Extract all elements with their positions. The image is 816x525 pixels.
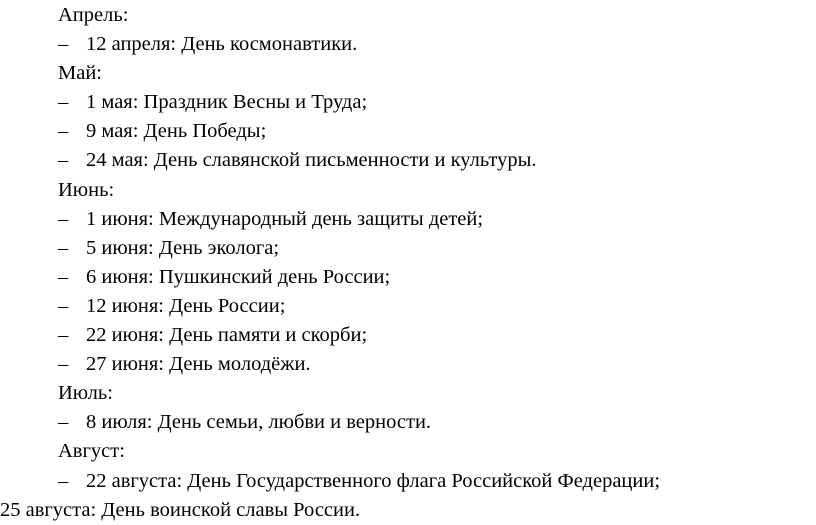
list-dash-bullet: – [58,353,69,376]
list-dash-bullet: – [58,236,69,259]
month-heading [0,437,816,466]
holiday-list-item [0,117,816,146]
holiday-list-item [0,88,816,117]
list-dash-bullet: – [58,469,69,492]
holiday-list-item [0,350,816,379]
holiday-list-document [0,1,816,525]
holiday-text: 22 августа: День Государственного флага Российской Федерации; [86,469,661,492]
holiday-list-item [0,321,816,350]
list-dash-bullet: – [58,207,69,230]
holiday-text: 1 мая: Праздник Весны и Труда; [86,91,368,114]
holiday-list-item [0,408,816,437]
month-heading-text: Июнь: [58,178,115,201]
holiday-list-item [0,205,816,234]
holiday-text: 1 июня: Международный день защиты детей; [86,207,484,230]
list-dash-bullet: – [58,33,69,56]
list-dash-bullet: – [58,120,69,143]
list-dash-bullet: – [58,294,69,317]
holiday-text: 9 мая: День Победы; [86,120,267,143]
month-heading [0,1,816,30]
month-heading-text: Май: [58,62,102,85]
month-heading-text: Июль: [58,382,113,405]
holiday-text: 22 июня: День памяти и скорби; [86,324,368,347]
month-heading [0,176,816,205]
holiday-list-item [0,234,816,263]
list-dash-bullet: – [58,91,69,114]
list-dash-bullet: – [58,411,69,434]
holiday-wrapped-line [0,496,816,525]
holiday-text: 5 июня: День эколога; [86,236,280,259]
month-heading-text: Апрель: [58,4,129,26]
holiday-text: 12 апреля: День космонавтики. [86,33,358,56]
holiday-list-item [0,292,816,321]
month-heading [0,379,816,408]
holiday-list-item [0,146,816,175]
holiday-text: 25 августа: День воинской славы России. [0,498,361,521]
holiday-text: 24 мая: День славянской письменности и культуры. [86,149,537,172]
holiday-text: 8 июля: День семьи, любви и верности. [86,411,432,434]
month-heading [0,59,816,88]
holiday-text: 27 июня: День молодёжи. [86,353,311,376]
list-dash-bullet: – [58,324,69,347]
holiday-text: 6 июня: Пушкинский день России; [86,265,391,288]
holiday-list-item [0,467,816,496]
holiday-text: 12 июня: День России; [86,294,286,317]
holiday-list-item [0,263,816,292]
holiday-list-item [0,30,816,59]
list-dash-bullet: – [58,265,69,288]
list-dash-bullet: – [58,149,69,172]
month-heading-text: Август: [58,440,125,463]
